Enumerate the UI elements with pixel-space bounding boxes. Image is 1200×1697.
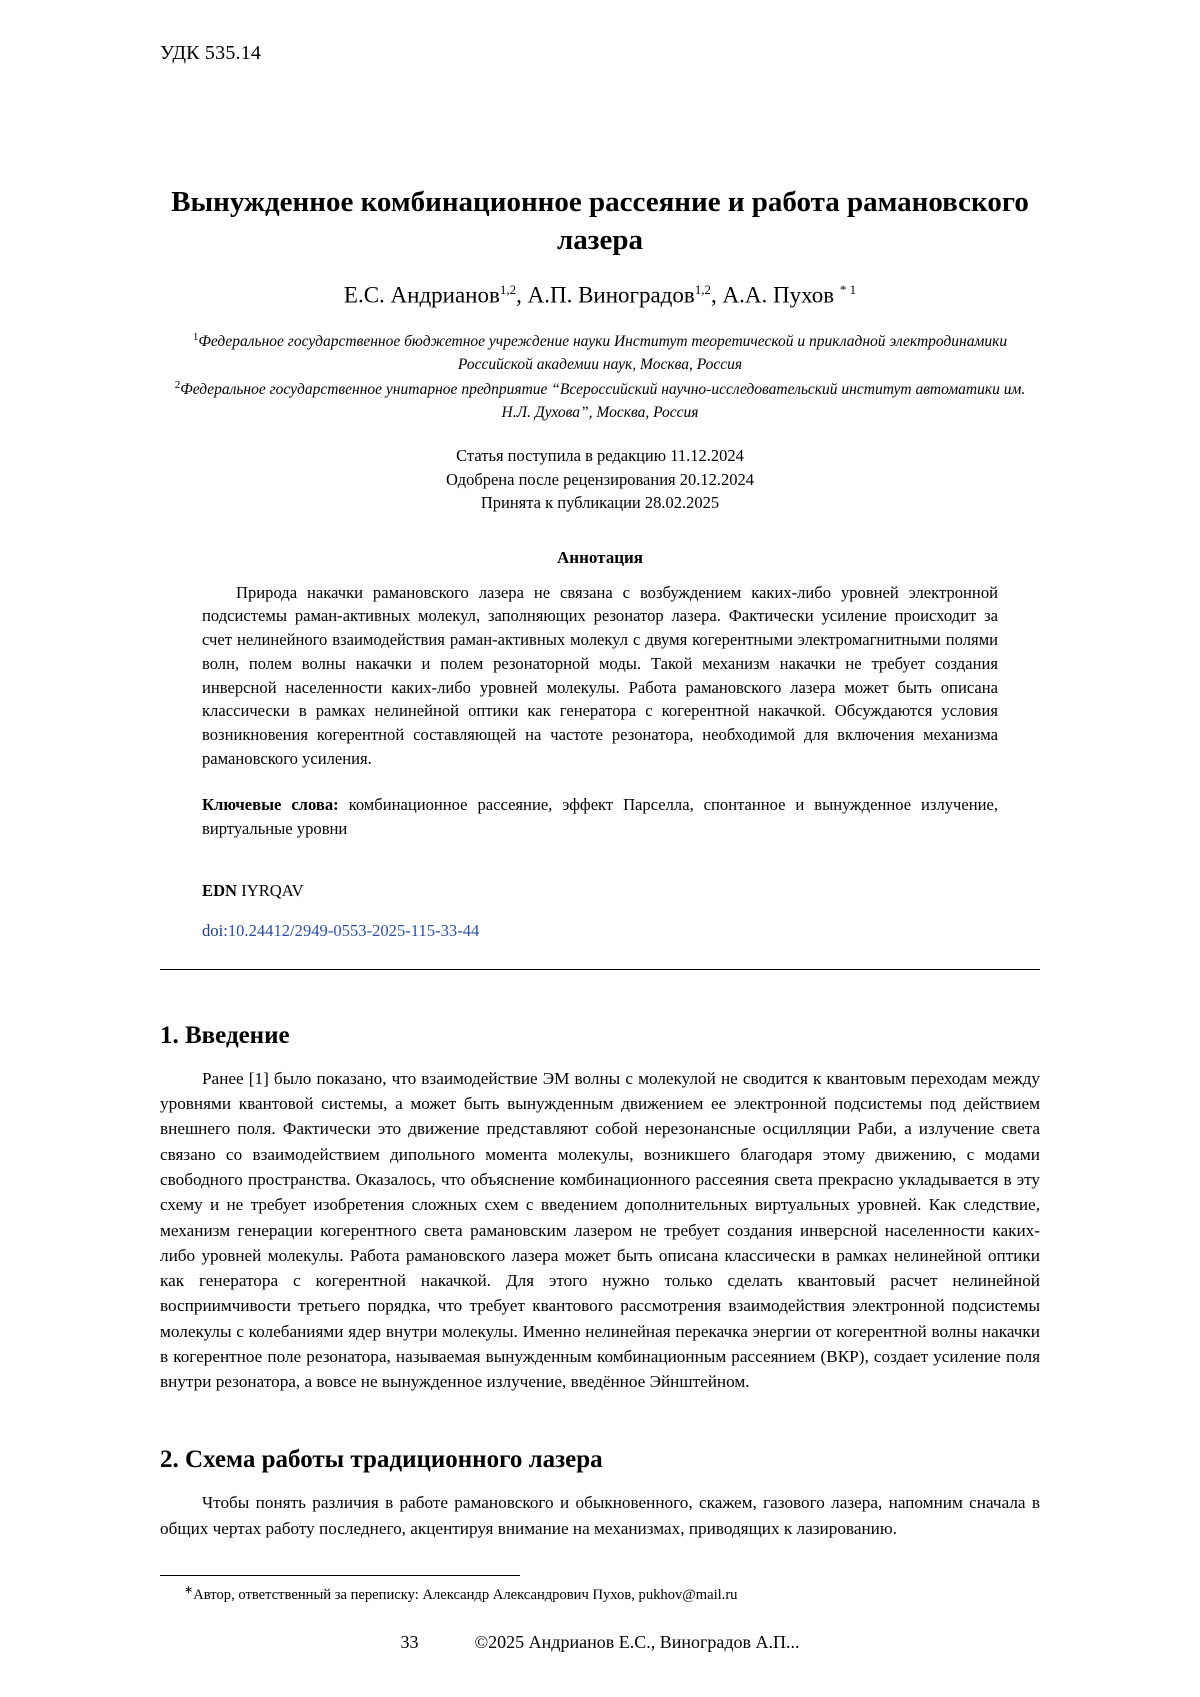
- header-divider: [160, 969, 1040, 970]
- affiliation-2-marker: 2: [174, 379, 181, 392]
- keywords: [202, 793, 998, 840]
- author-3-name: , А.А. Пухов: [711, 282, 840, 308]
- edn-label: EDN: [202, 880, 238, 900]
- affiliation-1-text: Федеральное государственное бюджетное учреждение науки Институт теоретической и прикладной электродинамики Российской академии наук, Москва, Россия: [198, 333, 1008, 373]
- date-received: Статья поступила в редакцию 11.12.2024: [456, 446, 744, 466]
- udk-code: УДК 535.14: [160, 42, 262, 64]
- author-3-affil-marker: * 1: [839, 281, 857, 297]
- author-2-affil-marker: 1,2: [694, 281, 711, 297]
- affiliations: [160, 330, 1040, 424]
- publication-dates: [160, 444, 1040, 514]
- abstract-heading: Аннотация: [557, 547, 643, 567]
- abstract-text: Природа накачки рамановского лазера не связана с возбуждением каких-либо уровней электронной подсистемы раман-активных молекул, заполняющих резонатор лазера. Фактически усиление происходит за счет нелинейного взаимодействия раман-активных молекул с двумя когерентными электромагнитными полями волн, полем волны накачки и полем резонаторной моды. Такой механизм накачки не требует создания инверсной населенности каких-либо уровней молекулы. Работа рамановского лазера может быть описана классически в рамках нелинейной оптики как генератора с когерентной накачкой. Обсуждаются условия возникновения когерентной составляющей на частоте резонатора, необходимой для включения механизма рамановского усиления.: [202, 582, 998, 768]
- doi-link[interactable]: 10.24412/2949-0553-2025-115-33-44: [227, 920, 480, 940]
- page-number: 33: [400, 1632, 419, 1652]
- copyright-notice: ©2025 Андрианов Е.С., Виноградов А.П...: [474, 1632, 800, 1652]
- page-title: Вынужденное комбинационное рассеяние и работа рамановского лазера: [171, 186, 1029, 257]
- affiliation-2: [160, 378, 1040, 424]
- section-2-paragraph-1: Чтобы понять различия в работе рамановского и обыкновенного, скажем, газового лазера, напомним сначала в общих чертах работу последнего, акцентируя внимание на механизмах, приводящих к лазированию.: [160, 1493, 1040, 1538]
- author-1-affil-marker: 1,2: [499, 281, 517, 297]
- author-2-name: , А.П. Виноградов: [516, 282, 695, 308]
- date-revised: Одобрена после рецензирования 20.12.2024: [445, 469, 754, 489]
- edn: [202, 881, 998, 901]
- affiliation-1-marker: 1: [192, 331, 199, 344]
- section-1-heading: 1. Введение: [160, 1021, 290, 1049]
- footnote-marker: ∗: [184, 1584, 194, 1597]
- author-1-name: Е.С. Андрианов: [343, 282, 500, 308]
- keywords-label: Ключевые слова:: [202, 795, 339, 815]
- affiliation-2-text: Федеральное государственное унитарное предприятие “Всероссийский научно-исследовательский институт автоматики им. Н.Л. Духова”, Москва, Россия: [180, 381, 1026, 421]
- section-1-paragraph-1: Ранее [1] было показано, что взаимодействие ЭМ волны с молекулой не сводится к квантовым переходам между уровнями квантовой системы, а может быть вынужденным движением ее электронной подсистемы под действием внешнего поля. Фактически это движение представляют собой нерезонансные осцилляции Раби, а излучение света связано со взаимодействием дипольного момента молекулы, возникшего благодаря этому движению, с модами свободного пространства. Оказалось, что объяснение комбинационного рассеяния света прекрасно укладывается в эту схему и не требует изобретения сложных схем с введением дополнительных виртуальных уровней. Как следствие, механизм генерации когерентного света рамановским лазером не требует создания инверсной населенности каких-либо уровней молекулы. Работа рамановского лазера может быть описана классически в рамках нелинейной оптики как генератора с когерентной накачкой. Для этого нужно только сделать квантовый расчет нелинейной восприимчивости третьего порядка, что требует квантового рассмотрения взаимодействия электронной подсистемы молекулы с колебаниями ядер внутри молекулы. Именно нелинейная перекачка энергии от когерентной волны накачки в когерентное поле резонатора, называемая вынужденным комбинационным рассеянием (ВКР), создает усиление поля внутри резонатора, а вовсе не вынужденное излучение, введённое Эйнштейном.: [160, 1068, 1040, 1392]
- section-2-heading: 2. Схема работы традиционного лазера: [160, 1446, 603, 1474]
- footnote: [160, 1583, 1040, 1604]
- edn-value: IYRQAV: [237, 880, 304, 900]
- footnote-divider: [160, 1575, 520, 1576]
- date-accepted: Принята к публикации 28.02.2025: [480, 493, 720, 513]
- affiliation-1: [160, 330, 1040, 376]
- keywords-text: комбинационное рассеяние, эффект Парселла, спонтанное и вынужденное излучение, виртуальные уровни: [202, 795, 999, 839]
- footnote-text: Автор, ответственный за переписку: Александр Александрович Пухов, pukhov@mail.ru: [193, 1586, 738, 1603]
- doi: [202, 921, 998, 941]
- doi-label: doi:: [202, 920, 228, 940]
- author-list: [160, 282, 1040, 309]
- page-footer: [160, 1632, 1040, 1653]
